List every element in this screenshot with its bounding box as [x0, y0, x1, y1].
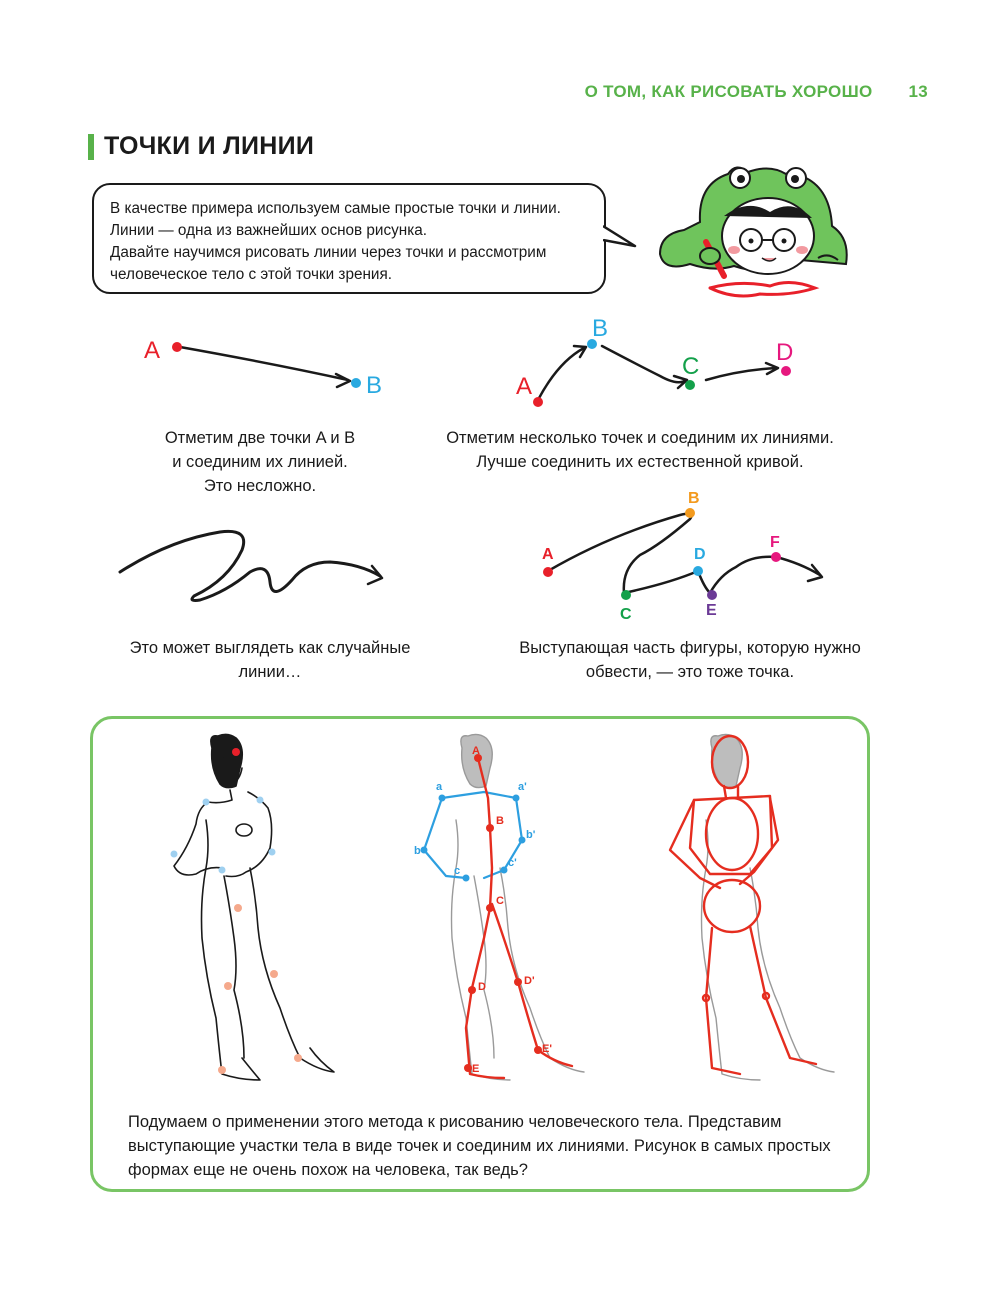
heading-accent-bar: [88, 134, 94, 160]
several-points-caption: Отметим несколько точек и соединим их линиями. Лучше соединить их естественной кривой.: [446, 429, 834, 471]
speech-line-1: В качестве примера используем самые простые точки и линии. Линии — одна из важнейших основ рисунка.: [110, 200, 561, 239]
label-upper-a: A: [472, 745, 480, 757]
protruding-points-caption: Выступающая часть фигуры, которую нужно обвести, — это тоже точка.: [519, 639, 861, 681]
label-c-prime: c': [508, 857, 517, 869]
two-points-caption: Отметим две точки A и B и соединим их линией. Это несложно.: [164, 429, 356, 495]
label-d: D: [776, 339, 794, 366]
label-upper-e-prime: E': [542, 1043, 552, 1055]
speech-bubble: [92, 183, 606, 294]
point-a: [172, 342, 182, 352]
point-c: [685, 380, 695, 390]
page-number: 13: [908, 82, 928, 101]
mascot-frog-hood-icon: [650, 160, 860, 310]
chapter-title: О ТОМ, КАК РИСОВАТЬ ХОРОШО: [584, 82, 873, 101]
label-upper-d: D: [478, 981, 486, 993]
label-upper-b: B: [496, 815, 504, 827]
point-b: [351, 378, 361, 388]
label-f: F: [770, 534, 780, 551]
two-points-diagram: [130, 325, 410, 415]
example-box-text: Подумаем о применении этого метода к рисованию человеческого тела. Представим выступающие участки тела в виде точек и соединим их линиями. Рисунок в самых простых формах еще не очень похож на человека, так ведь?: [128, 1113, 831, 1179]
figure-points: [414, 734, 584, 1080]
protruding-points-diagram: [530, 485, 840, 625]
label-b: B: [366, 372, 383, 399]
label-a: A: [144, 337, 161, 364]
point-c: [621, 590, 631, 600]
label-a: A: [542, 546, 554, 563]
figure-plain: [174, 734, 334, 1080]
point-a: [533, 397, 543, 407]
point-d: [693, 566, 703, 576]
label-d: D: [694, 546, 706, 563]
label-upper-e: E: [472, 1063, 480, 1075]
section-heading: [88, 132, 314, 161]
random-line-caption: Это может выглядеть как случайные линии…: [129, 639, 411, 681]
label-e: E: [706, 602, 717, 619]
human-figure-illustrations: [150, 728, 850, 1098]
label-a: A: [516, 373, 533, 400]
label-upper-d-prime: D': [524, 975, 535, 987]
label-b: b: [414, 845, 421, 857]
label-c: C: [682, 353, 700, 380]
label-a-prime: a': [518, 781, 527, 793]
figure-shapes: [670, 734, 834, 1080]
point-a: [543, 567, 553, 577]
speech-bubble-tail: [603, 222, 643, 252]
running-head: [585, 82, 928, 102]
label-b: B: [592, 315, 609, 342]
point-b: [685, 508, 695, 518]
label-b: B: [688, 490, 700, 507]
label-c: C: [620, 606, 632, 623]
random-line-diagram: [110, 510, 400, 610]
label-b-prime: b': [526, 829, 536, 841]
label-upper-c: C: [496, 895, 504, 907]
label-a: a: [436, 781, 443, 793]
point-f: [771, 552, 781, 562]
label-c: c: [454, 865, 461, 877]
point-e: [707, 590, 717, 600]
section-title: ТОЧКИ И ЛИНИИ: [104, 132, 315, 160]
several-points-diagram: [510, 310, 810, 410]
speech-line-2: Давайте научимся рисовать линии через точки и рассмотрим человеческое тело с этой точки зрения.: [110, 244, 547, 283]
point-d: [781, 366, 791, 376]
